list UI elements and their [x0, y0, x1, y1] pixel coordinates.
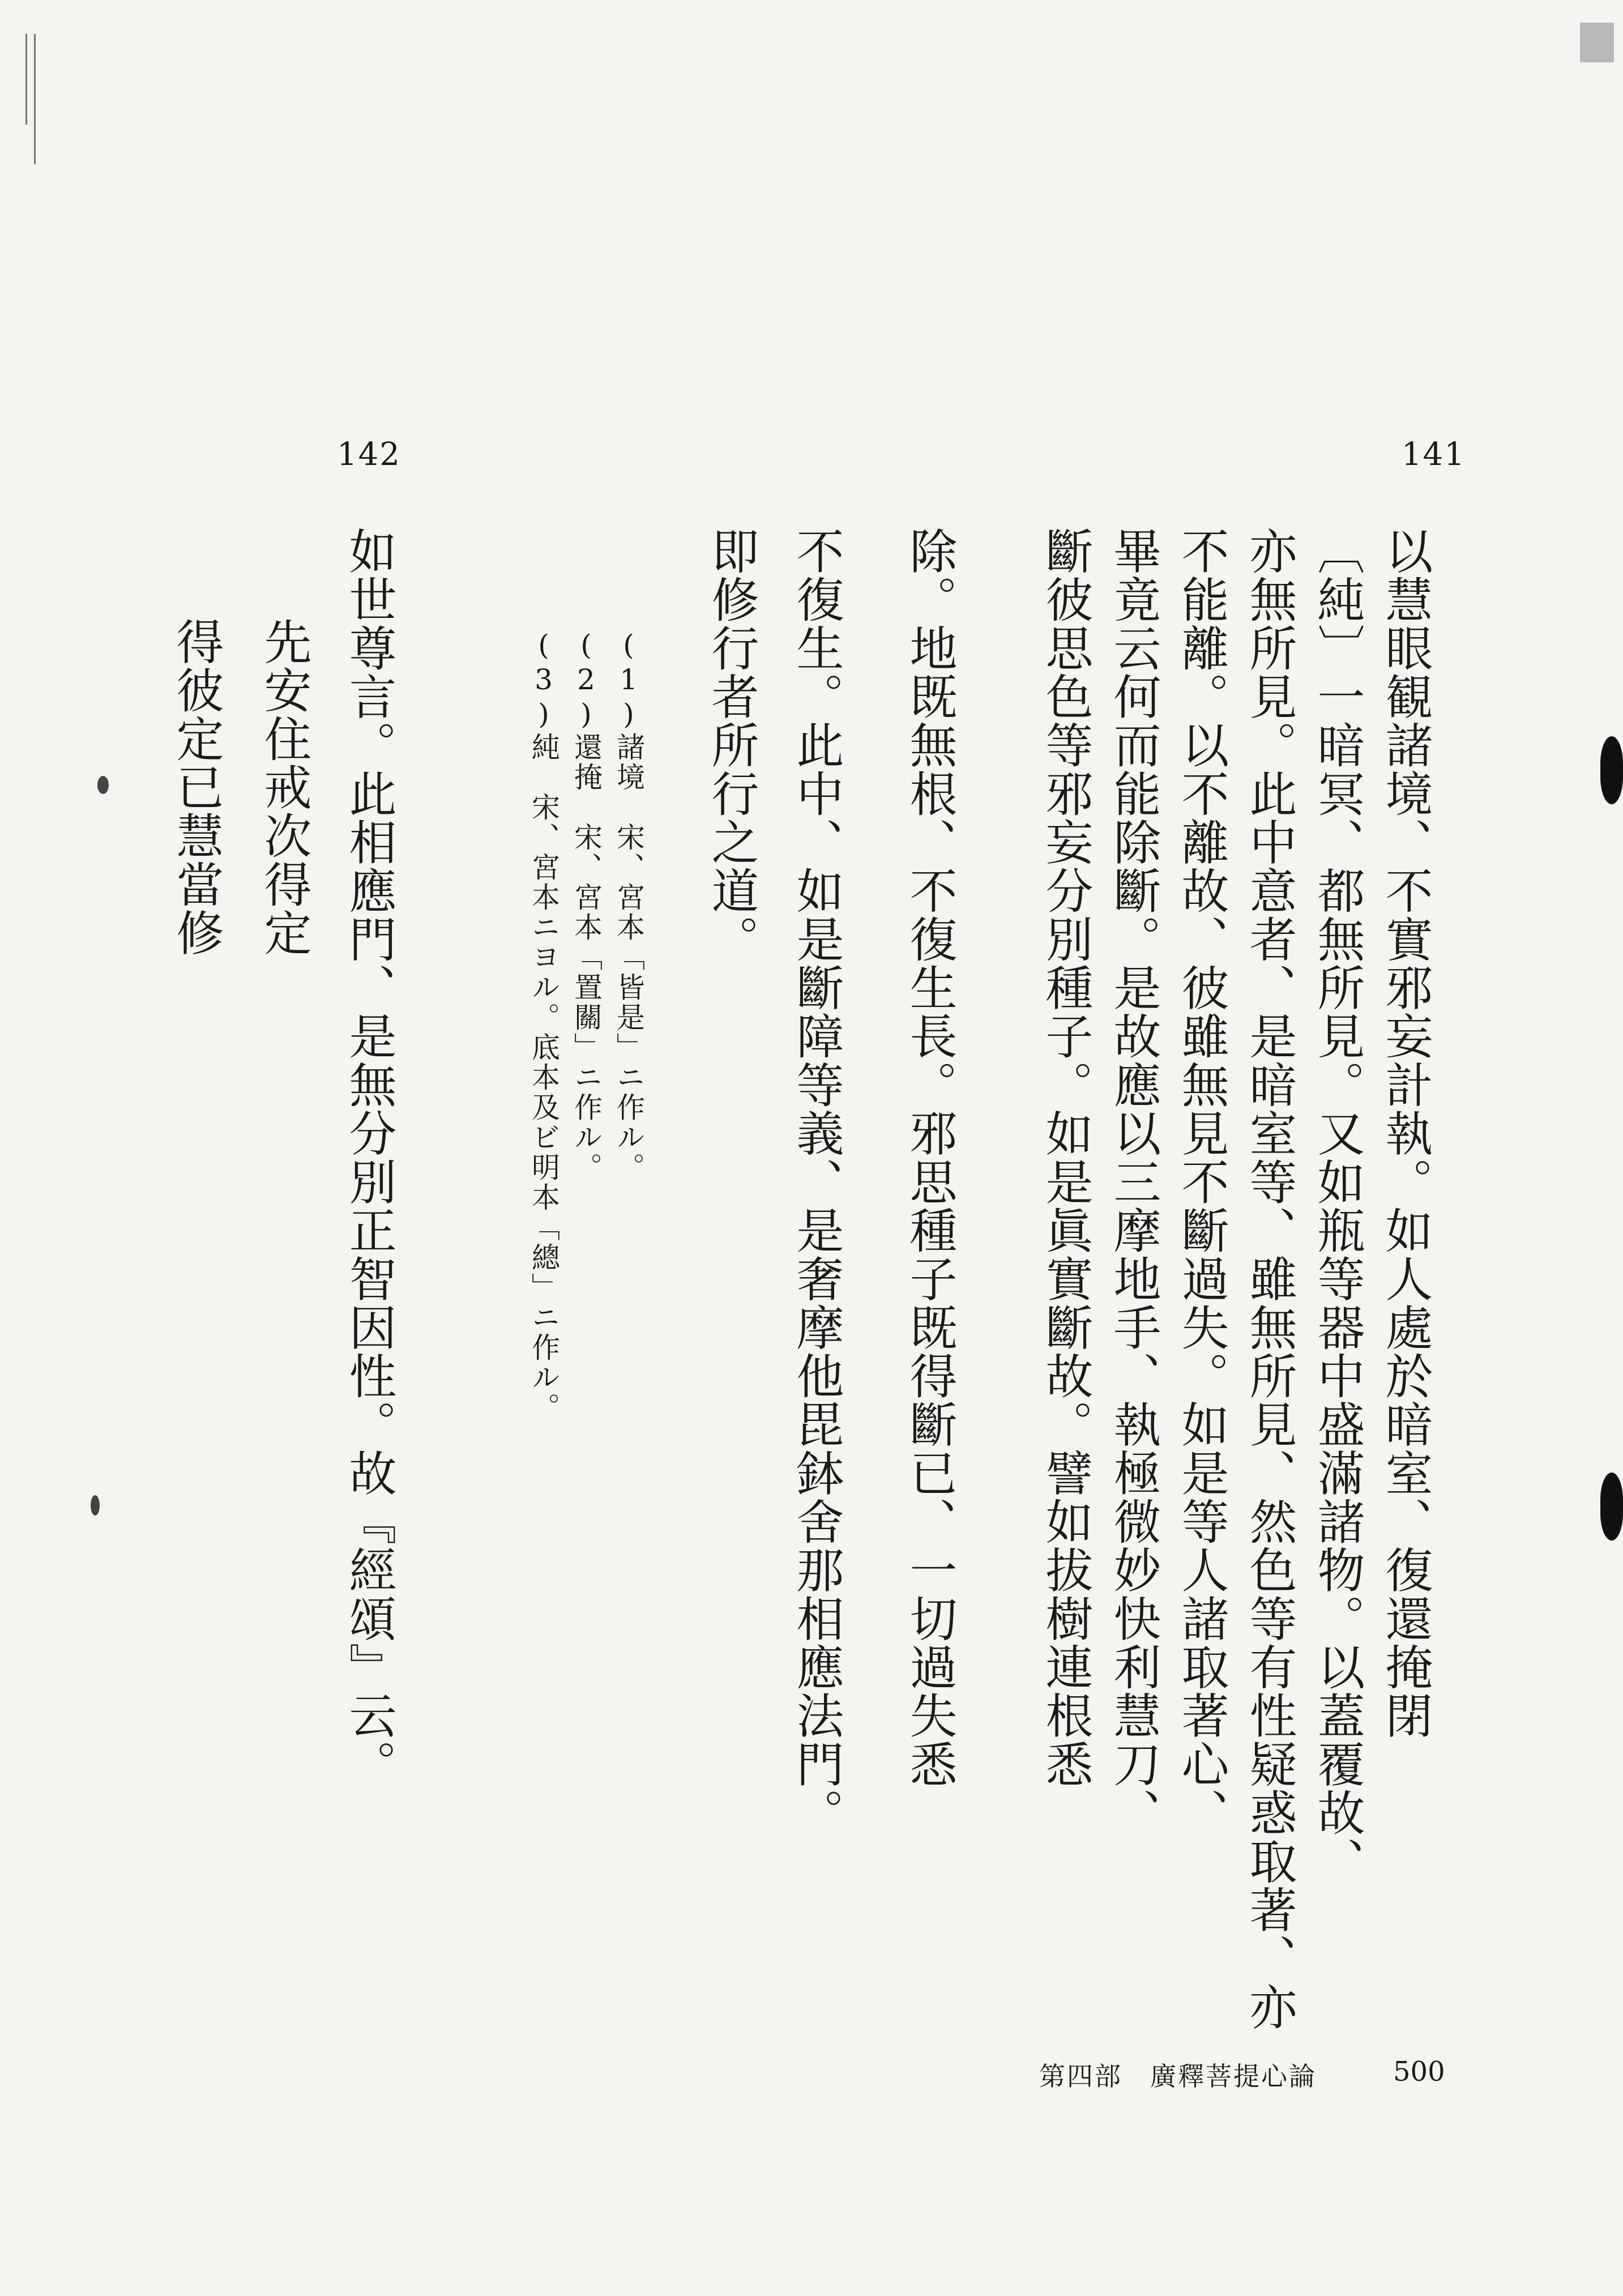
scan-edge-line	[34, 34, 36, 164]
text-column-142-1: 如世尊言。此相應門、是無分別正智因性。故『經頌』云。	[341, 527, 397, 1789]
running-footer-page: 500	[1393, 2056, 1445, 2088]
text-column-141-6: 斷彼思色等邪妄分別種子。如是眞實斷故。譬如拔樹連根悉	[1038, 527, 1094, 1789]
punch-hole-mark-upper	[1600, 736, 1623, 804]
note-2: (2)還掩 宋、宮本「置關」ニ作ル。	[570, 629, 603, 1183]
page-number-left: 142	[337, 436, 401, 473]
scan-edge-line	[25, 34, 27, 125]
note-3: (3)純 宋、宮本ニヨル。底本及ビ明本「總」ニ作ル。	[527, 629, 560, 1423]
text-column-141-9: 即修行者所行之道。	[704, 527, 759, 964]
note-1: (1)諸境 宋、宮本「皆是」ニ作ル。	[612, 629, 645, 1183]
text-column-141-4: 不能離。以不離故、彼雖無見不斷過失。如是等人諸取著心、	[1174, 527, 1229, 1837]
running-footer-title: 第四部 廣釋菩提心論	[1039, 2061, 1317, 2092]
ink-speck	[97, 776, 109, 794]
verse-line-1: 先安住戒次得定	[257, 617, 312, 957]
text-column-141-1: 以慧眼観諸境、不實邪妄計執。如人處於暗室、復還掩閉	[1378, 527, 1433, 1740]
punch-hole-mark-lower	[1600, 1473, 1623, 1540]
text-column-141-5: 畢竟云何而能除斷。是故應以三摩地手、執極微妙快利慧刀、	[1106, 527, 1161, 1837]
page-number-right: 141	[1402, 436, 1466, 473]
text-column-141-2: 亦無所見。此中意者、是暗室等、雖無所見、然色等有性疑惑取著、亦	[1242, 527, 1297, 2032]
scan-corner-noise	[1580, 23, 1614, 62]
text-column-141-7: 除。地既無根、不復生長。邪思種子既得斷已、一切過失悉	[902, 527, 958, 1789]
verse-line-2: 得彼定已慧當修	[169, 617, 224, 957]
text-column-141-8: 不復生。此中、如是斷障等義、是奢摩他毘鉢舍那相應法門。	[789, 527, 844, 1837]
text-column-141-3: 〔純〕一暗冥、都無所見。又如瓶等器中盛滿諸物。以蓋覆故、	[1310, 527, 1365, 1886]
ink-speck	[91, 1495, 100, 1516]
